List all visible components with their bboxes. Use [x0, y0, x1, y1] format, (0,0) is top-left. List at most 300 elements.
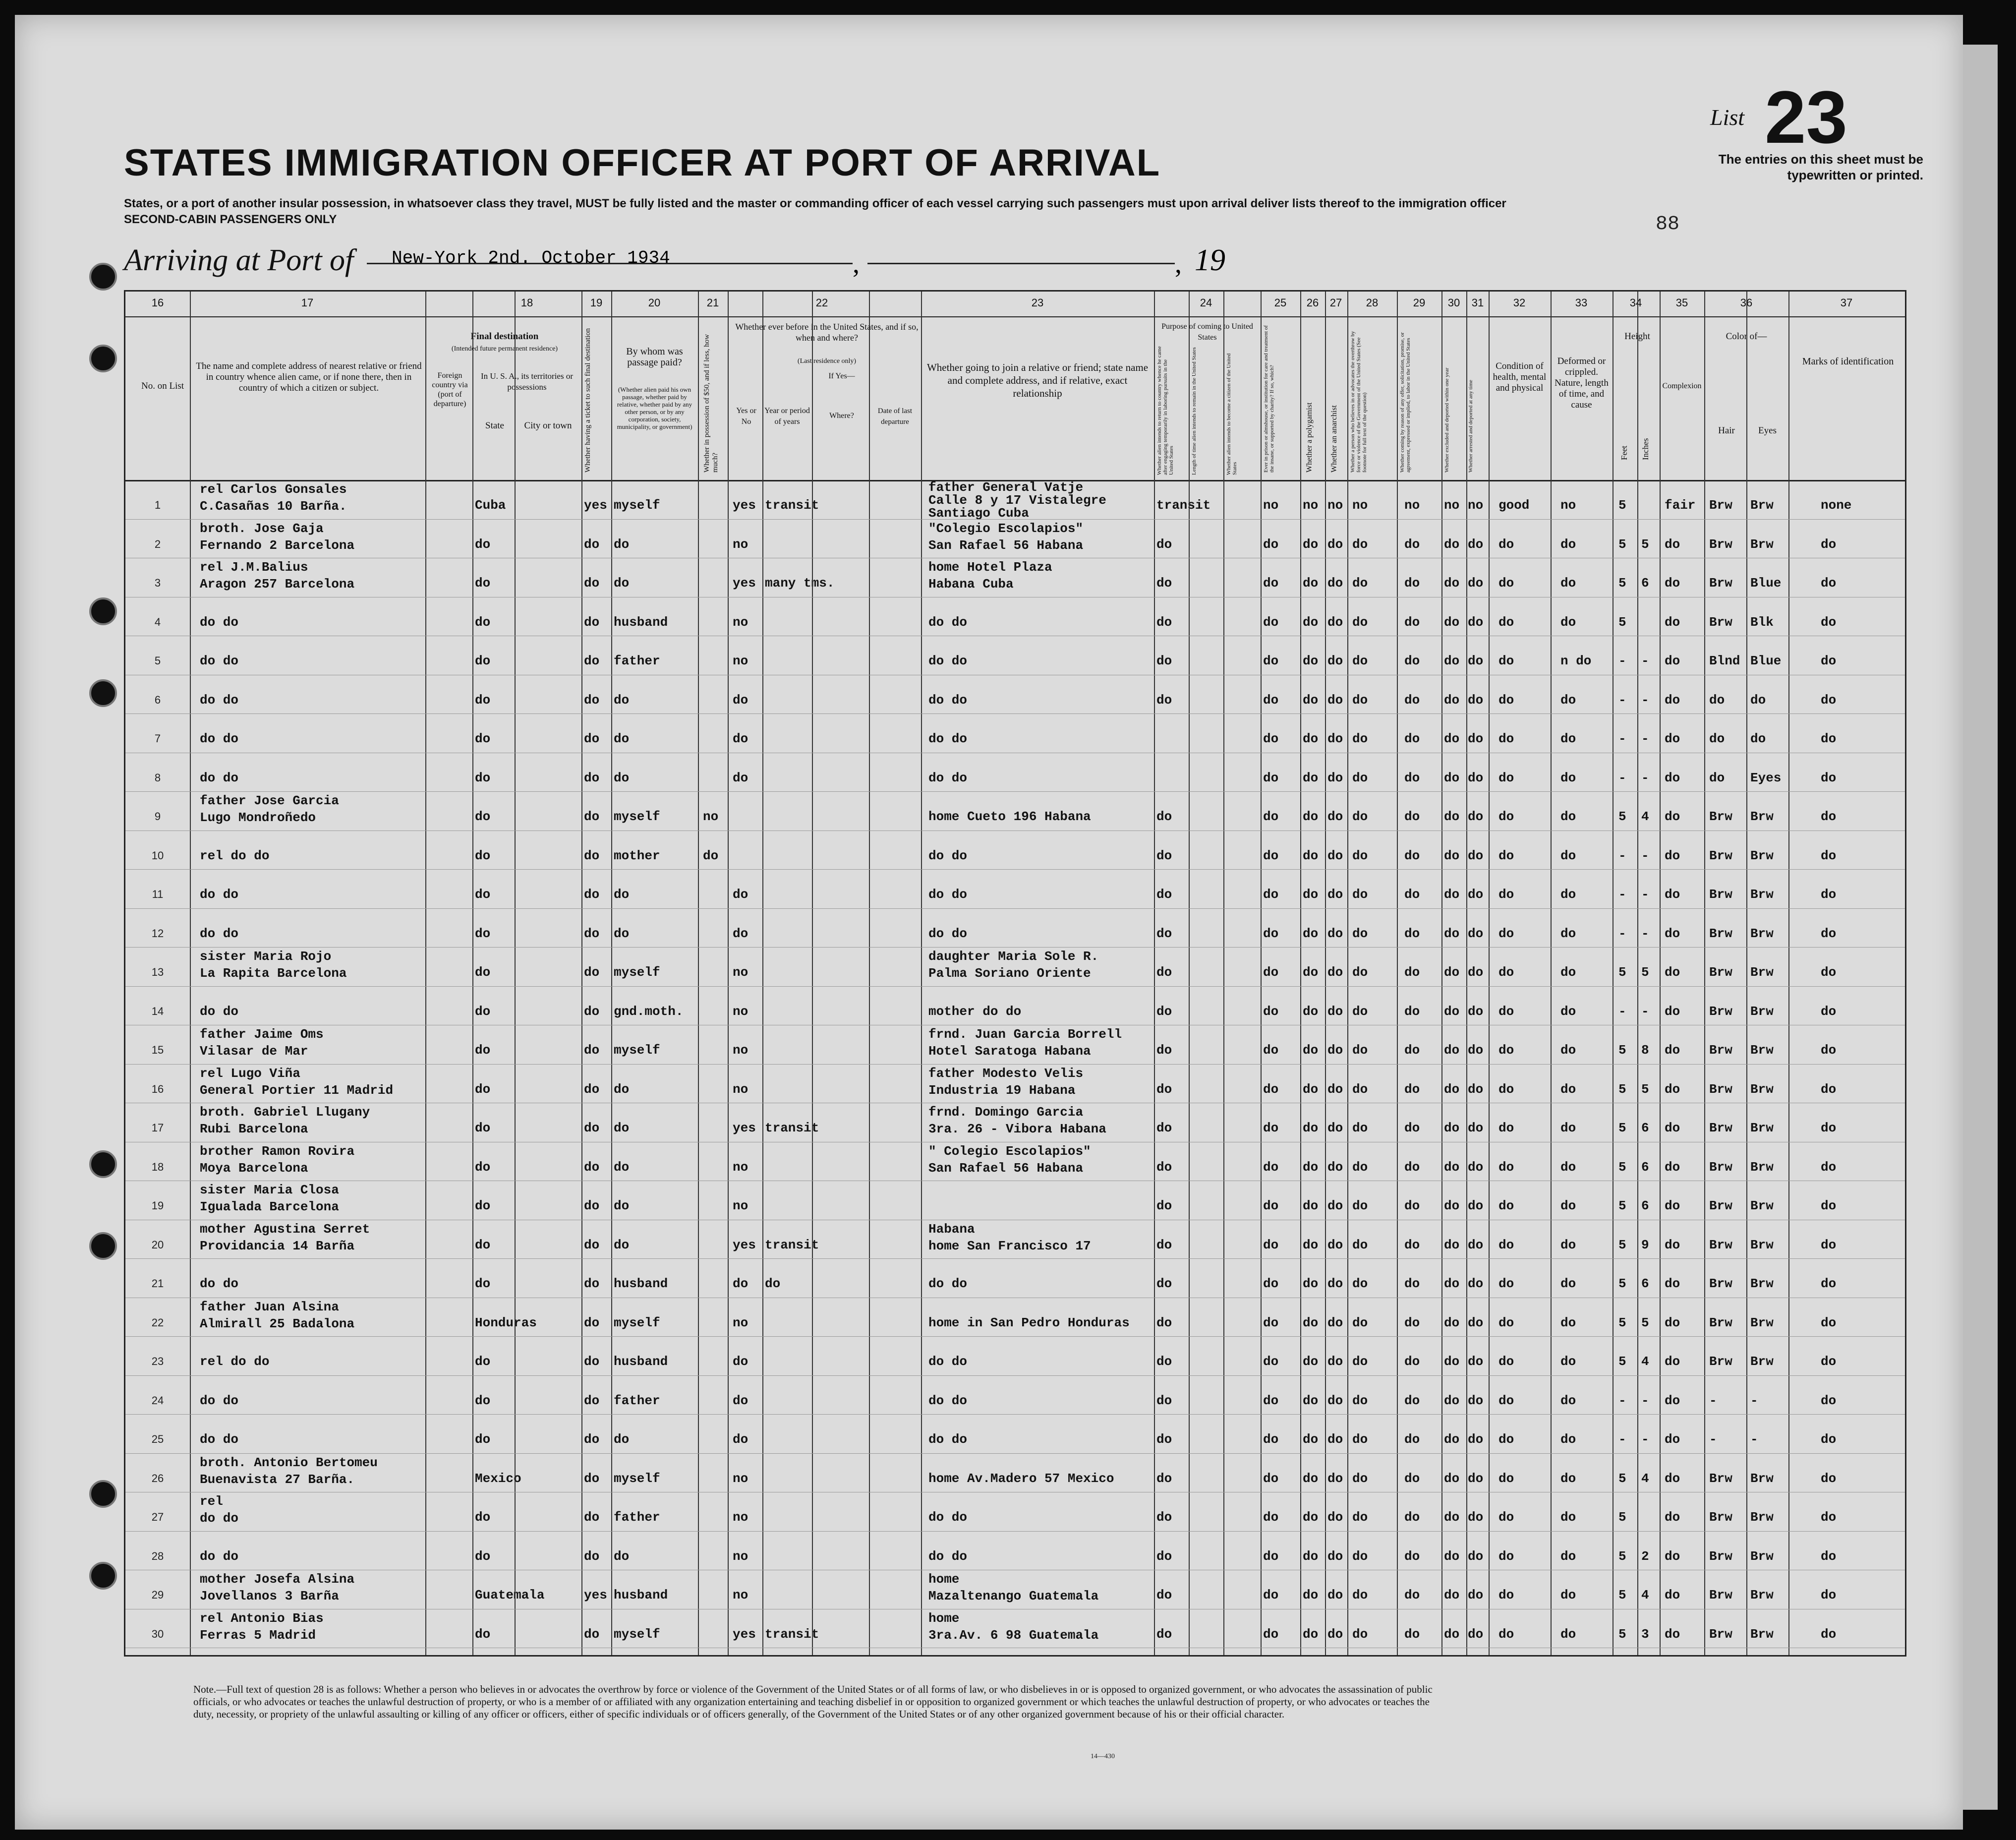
- cell-c27: do: [1327, 1043, 1343, 1058]
- cell-c27: do: [1327, 1548, 1343, 1564]
- cell-join: do do: [928, 926, 968, 941]
- row-rule: [125, 791, 1905, 792]
- cell-in: -: [1641, 770, 1649, 785]
- cell-rel: Providancia 14 Barña: [200, 1238, 355, 1253]
- cell-join: father Modesto Velis: [928, 1066, 1084, 1081]
- binder-hole: [89, 263, 117, 291]
- cell-c31: do: [1468, 1548, 1484, 1564]
- cell-yn: do: [733, 692, 749, 708]
- column-rule: [1300, 292, 1301, 1655]
- cell-p24: do: [1156, 1004, 1172, 1019]
- row-rule: [125, 869, 1905, 870]
- cell-c30: do: [1444, 1626, 1460, 1642]
- cell-rel: do do: [200, 1511, 239, 1526]
- row-rule: [125, 1414, 1905, 1415]
- cell-marks: do: [1821, 1043, 1837, 1058]
- cell-rel: broth. Gabriel Llugany: [200, 1105, 370, 1120]
- cell-paid: do: [614, 1121, 630, 1135]
- column-rule: [1637, 292, 1638, 1655]
- cell-rel: broth. Jose Gaja: [200, 521, 324, 536]
- cell-c27: do: [1327, 653, 1343, 668]
- cell-hair: do: [1709, 692, 1725, 708]
- cell-c31: do: [1468, 1081, 1484, 1097]
- cell-ft: 5: [1618, 1276, 1626, 1291]
- row-rule: [125, 986, 1905, 987]
- cell-c27: do: [1327, 1393, 1343, 1408]
- cell-state: do: [475, 1237, 491, 1252]
- cell-p24: do: [1156, 926, 1172, 941]
- cell-paid: mother: [614, 848, 660, 863]
- cell-marks: none: [1821, 498, 1852, 513]
- cell-ticket: do: [584, 887, 600, 902]
- cell-marks: do: [1821, 1237, 1837, 1252]
- row-rule: [125, 908, 1905, 909]
- cell-deformed: do: [1560, 1626, 1576, 1642]
- cell-join: do do: [928, 1276, 968, 1291]
- cell-c26: do: [1303, 926, 1319, 941]
- cell-c31: do: [1468, 653, 1484, 668]
- cell-c31: do: [1468, 1121, 1484, 1135]
- col-header-22-group: Whether ever before in the United States, and if so, when and where?: [735, 322, 919, 343]
- cell-health: do: [1498, 1354, 1514, 1369]
- cell-c31: do: [1468, 1237, 1484, 1252]
- cell-eyes: Brw: [1750, 965, 1774, 980]
- cell-ticket: do: [584, 1510, 600, 1525]
- cell-c29: do: [1404, 809, 1420, 824]
- cell-complexion: do: [1665, 1043, 1680, 1058]
- row-number: 30: [151, 1627, 164, 1640]
- cell-c29: do: [1404, 1237, 1420, 1252]
- cell-c25: do: [1263, 1626, 1279, 1642]
- cell-rel: do do: [200, 653, 239, 668]
- column-rule: [1660, 292, 1661, 1655]
- cell-state: do: [475, 1548, 491, 1564]
- cell-ticket: do: [584, 1315, 600, 1330]
- cell-c29: do: [1404, 1548, 1420, 1564]
- column-number: 23: [1031, 297, 1044, 309]
- cell-ft: 5: [1618, 1121, 1626, 1135]
- cell-p24: do: [1156, 1159, 1172, 1175]
- cell-ft: -: [1618, 770, 1626, 785]
- cell-marks: do: [1821, 1004, 1837, 1019]
- cell-eyes: Brw: [1750, 809, 1774, 824]
- cell-c30: do: [1444, 731, 1460, 746]
- column-rule: [1347, 292, 1348, 1655]
- cell-c29: do: [1404, 1588, 1420, 1603]
- cell-deformed: do: [1560, 1198, 1576, 1213]
- notice-line: SECOND-CABIN PASSENGERS ONLY: [124, 213, 337, 226]
- row-number: 27: [151, 1511, 164, 1523]
- cell-in: 5: [1641, 1315, 1649, 1330]
- cell-c31: do: [1468, 809, 1484, 824]
- col-header-35: Complexion: [1662, 382, 1702, 390]
- column-rule: [1489, 292, 1490, 1655]
- cell-c26: do: [1303, 770, 1319, 785]
- cell-health: do: [1498, 1081, 1514, 1097]
- cell-c27: do: [1327, 1354, 1343, 1369]
- cell-money: no: [703, 809, 719, 824]
- cell-c30: do: [1444, 692, 1460, 708]
- cell-rel: rel do do: [200, 848, 270, 863]
- cell-paid: husband: [614, 1354, 668, 1369]
- cell-yn: do: [733, 770, 749, 785]
- cell-complexion: do: [1665, 536, 1680, 552]
- col-header-22-date: Date of last departure: [877, 407, 913, 426]
- cell-rel: sister Maria Closa: [200, 1183, 339, 1197]
- cell-in: 6: [1641, 576, 1649, 591]
- cell-marks: do: [1821, 576, 1837, 591]
- cell-in: 6: [1641, 1121, 1649, 1135]
- cell-state: do: [475, 1626, 491, 1642]
- cell-ticket: do: [584, 1471, 600, 1486]
- cell-paid: do: [614, 576, 630, 591]
- cell-p24: do: [1156, 1393, 1172, 1408]
- cell-paid: do: [614, 1548, 630, 1564]
- cell-c31: no: [1468, 498, 1484, 513]
- cell-ft: 5: [1618, 536, 1626, 552]
- cell-ft: 5: [1618, 1237, 1626, 1252]
- cell-rel: Moya Barcelona: [200, 1160, 308, 1176]
- col-header-18-foreign: Foreign country via (port of departure): [432, 371, 468, 408]
- cell-hair: Brw: [1709, 1121, 1732, 1135]
- binder-hole: [89, 1562, 117, 1590]
- cell-c28: do: [1352, 1510, 1368, 1525]
- cell-in: 4: [1641, 1471, 1649, 1486]
- cell-eyes: Brw: [1750, 1510, 1774, 1525]
- cell-complexion: do: [1665, 1121, 1680, 1135]
- cell-ft: -: [1618, 887, 1626, 902]
- cell-hair: Brw: [1709, 1354, 1732, 1369]
- cell-c30: do: [1444, 1198, 1460, 1213]
- row-number: 13: [151, 966, 164, 978]
- cell-paid: myself: [614, 1471, 660, 1486]
- cell-c31: do: [1468, 1315, 1484, 1330]
- cell-c28: do: [1352, 770, 1368, 785]
- cell-paid: do: [614, 926, 630, 941]
- cell-state: do: [475, 770, 491, 785]
- cell-p24: do: [1156, 1121, 1172, 1135]
- cell-c30: do: [1444, 1081, 1460, 1097]
- cell-hair: Brw: [1709, 1626, 1732, 1642]
- cell-hair: Brw: [1709, 1043, 1732, 1058]
- cell-c28: do: [1352, 731, 1368, 746]
- cell-state: do: [475, 1432, 491, 1447]
- cell-c26: do: [1303, 1081, 1319, 1097]
- cell-ft: -: [1618, 1004, 1626, 1019]
- binder-hole: [89, 1480, 117, 1508]
- cell-c27: do: [1327, 1626, 1343, 1642]
- cell-c25: do: [1263, 1393, 1279, 1408]
- cell-ticket: do: [584, 965, 600, 980]
- cell-yn: no: [733, 614, 749, 630]
- cell-period: transit: [765, 1237, 819, 1252]
- cell-c25: do: [1263, 1548, 1279, 1564]
- list-label: List: [1710, 105, 1745, 130]
- column-rule: [869, 292, 870, 1655]
- cell-c25: do: [1263, 536, 1279, 552]
- cell-marks: do: [1821, 731, 1837, 746]
- cell-c25: do: [1263, 692, 1279, 708]
- cell-in: -: [1641, 1004, 1649, 1019]
- cell-c27: do: [1327, 576, 1343, 591]
- cell-in: 6: [1641, 1159, 1649, 1175]
- cell-hair: Brw: [1709, 1237, 1732, 1252]
- cell-hair: Brw: [1709, 848, 1732, 863]
- cell-p24: do: [1156, 614, 1172, 630]
- cell-c26: do: [1303, 848, 1319, 863]
- cell-join: do do: [928, 1393, 968, 1408]
- cell-yn: no: [733, 1548, 749, 1564]
- cell-period: many tms.: [765, 576, 835, 591]
- cell-rel: father Juan Alsina: [200, 1299, 339, 1314]
- col-header-30: Whether excluded and deported within one year: [1444, 367, 1450, 473]
- cell-period: transit: [765, 498, 819, 513]
- cell-c25: do: [1263, 1043, 1279, 1058]
- cell-c25: no: [1263, 498, 1279, 513]
- cell-paid: do: [614, 1159, 630, 1175]
- cell-c27: do: [1327, 692, 1343, 708]
- cell-ft: 5: [1618, 1626, 1626, 1642]
- cell-complexion: do: [1665, 1510, 1680, 1525]
- cell-state: do: [475, 576, 491, 591]
- cell-in: -: [1641, 692, 1649, 708]
- cell-c27: do: [1327, 1081, 1343, 1097]
- row-rule: [125, 1258, 1905, 1259]
- cell-yn: do: [733, 1276, 749, 1291]
- cell-ticket: do: [584, 1237, 600, 1252]
- cell-paid: do: [614, 887, 630, 902]
- cell-deformed: no: [1560, 498, 1576, 513]
- form-code: 14—430: [1091, 1753, 1115, 1760]
- cell-c31: do: [1468, 887, 1484, 902]
- cell-state: do: [475, 692, 491, 708]
- cell-health: do: [1498, 1315, 1514, 1330]
- cell-c31: do: [1468, 1354, 1484, 1369]
- cell-c29: do: [1404, 1315, 1420, 1330]
- cell-paid: do: [614, 770, 630, 785]
- cell-in: 8: [1641, 1043, 1649, 1058]
- cell-c29: do: [1404, 1004, 1420, 1019]
- cell-health: do: [1498, 576, 1514, 591]
- cell-rel: Igualada Barcelona: [200, 1199, 339, 1214]
- column-rule: [1325, 292, 1326, 1655]
- cell-c31: do: [1468, 1276, 1484, 1291]
- cell-marks: do: [1821, 536, 1837, 552]
- cell-p24: do: [1156, 1276, 1172, 1291]
- cell-c27: do: [1327, 1237, 1343, 1252]
- cell-money: do: [703, 848, 719, 863]
- cell-eyes: Blue: [1750, 653, 1782, 668]
- cell-state: do: [475, 965, 491, 980]
- cell-health: do: [1498, 1237, 1514, 1252]
- cell-hair: Brw: [1709, 926, 1732, 941]
- col-header-34-group: Height: [1624, 331, 1650, 342]
- cell-ticket: do: [584, 653, 600, 668]
- cell-complexion: do: [1665, 1315, 1680, 1330]
- cell-c29: do: [1404, 731, 1420, 746]
- column-rule: [762, 292, 763, 1655]
- cell-state: do: [475, 887, 491, 902]
- cell-ft: 5: [1618, 1198, 1626, 1213]
- cell-complexion: do: [1665, 576, 1680, 591]
- column-rule: [1788, 292, 1789, 1655]
- cell-p24: do: [1156, 1471, 1172, 1486]
- cell-c27: do: [1327, 1276, 1343, 1291]
- cell-eyes: do: [1750, 692, 1766, 708]
- col-header-22-sub: (Last residence only): [797, 357, 857, 365]
- cell-complexion: do: [1665, 770, 1680, 785]
- cell-in: -: [1641, 1432, 1649, 1447]
- cell-c28: do: [1352, 536, 1368, 552]
- column-number: 27: [1329, 297, 1342, 309]
- column-number: 22: [815, 297, 828, 309]
- column-number: 24: [1200, 297, 1212, 309]
- cell-marks: do: [1821, 1354, 1837, 1369]
- col-header-36-eyes: Eyes: [1758, 425, 1777, 436]
- cell-health: do: [1498, 1548, 1514, 1564]
- cell-in: -: [1641, 926, 1649, 941]
- cell-c29: do: [1404, 848, 1420, 863]
- col-header-18-state: State: [485, 420, 504, 431]
- cell-c30: do: [1444, 809, 1460, 824]
- cell-eyes: -: [1750, 1393, 1758, 1408]
- cell-c31: do: [1468, 731, 1484, 746]
- cell-join: frnd. Juan Garcia Borrell: [928, 1027, 1122, 1042]
- cell-c31: do: [1468, 536, 1484, 552]
- col-header-27: Whether an anarchist: [1330, 405, 1338, 473]
- cell-ticket: do: [584, 1626, 600, 1642]
- cell-rel: brother Ramon Rovira: [200, 1143, 355, 1159]
- column-rule: [1397, 292, 1398, 1655]
- cell-c29: do: [1404, 536, 1420, 552]
- column-rule: [1223, 292, 1224, 1655]
- cell-rel: rel Antonio Bias: [200, 1610, 324, 1626]
- cell-eyes: Brw: [1750, 1588, 1774, 1603]
- cell-yn: no: [733, 1315, 749, 1330]
- cell-yn: no: [733, 1471, 749, 1486]
- col-header-20-sub: (Whether alien paid his own passage, whether paid by relative, whether paid by any other person, or by any corporation, society, municipality, or government): [617, 386, 692, 430]
- cell-c26: do: [1303, 809, 1319, 824]
- cell-eyes: Blk: [1750, 614, 1774, 630]
- cell-deformed: do: [1560, 848, 1576, 863]
- binder-hole: [89, 345, 117, 372]
- cell-c30: do: [1444, 1588, 1460, 1603]
- cell-p24: do: [1156, 1432, 1172, 1447]
- cell-c27: do: [1327, 1510, 1343, 1525]
- column-rule: [581, 292, 582, 1655]
- cell-ticket: do: [584, 1043, 600, 1058]
- cell-ft: 5: [1618, 1081, 1626, 1097]
- cell-c30: do: [1444, 1043, 1460, 1058]
- cell-deformed: do: [1560, 965, 1576, 980]
- cell-eyes: Brw: [1750, 1198, 1774, 1213]
- row-rule: [125, 1531, 1905, 1532]
- column-number: 18: [520, 297, 533, 309]
- cell-c29: do: [1404, 692, 1420, 708]
- cell-c30: do: [1444, 887, 1460, 902]
- cell-marks: do: [1821, 1393, 1837, 1408]
- cell-c25: do: [1263, 1315, 1279, 1330]
- column-rule: [1746, 292, 1747, 1655]
- cell-deformed: do: [1560, 1354, 1576, 1369]
- cell-c26: no: [1303, 498, 1319, 513]
- cell-ft: 5: [1618, 1315, 1626, 1330]
- cell-rel: C.Casañas 10 Barña.: [200, 499, 347, 514]
- cell-c31: do: [1468, 1043, 1484, 1058]
- cell-deformed: do: [1560, 809, 1576, 824]
- cell-hair: Brw: [1709, 1315, 1732, 1330]
- cell-c29: do: [1404, 1043, 1420, 1058]
- column-number: 19: [590, 297, 603, 309]
- cell-join: Habana Cuba: [928, 577, 1014, 592]
- row-number: 15: [151, 1044, 164, 1056]
- cell-ft: 5: [1618, 498, 1626, 513]
- cell-deformed: do: [1560, 1159, 1576, 1175]
- cell-deformed: do: [1560, 1237, 1576, 1252]
- cell-complexion: do: [1665, 614, 1680, 630]
- cell-paid: myself: [614, 809, 660, 824]
- col-header-17: The name and complete address of nearest relative or friend in country whence alien came, or if none there, then in country of which a citizen or subject.: [196, 361, 422, 393]
- cell-health: good: [1498, 498, 1530, 513]
- column-rule: [515, 292, 516, 1655]
- cell-marks: do: [1821, 1081, 1837, 1097]
- cell-rel: do do: [200, 887, 239, 902]
- cell-health: do: [1498, 1004, 1514, 1019]
- cell-join: 3ra. 26 - Vibora Habana: [928, 1122, 1106, 1136]
- cell-period: transit: [765, 1121, 819, 1135]
- cell-rel: do do: [200, 1548, 239, 1564]
- column-number: 32: [1513, 297, 1526, 309]
- col-header-34-feet: Feet: [1619, 445, 1629, 460]
- cell-c28: do: [1352, 1471, 1368, 1486]
- cell-marks: do: [1821, 614, 1837, 630]
- cell-hair: -: [1709, 1393, 1717, 1408]
- cell-ticket: do: [584, 926, 600, 941]
- cell-ft: -: [1618, 1432, 1626, 1447]
- row-rule: [125, 713, 1905, 714]
- col-header-33: Deformed or crippled. Nature, length of time, and cause: [1555, 356, 1609, 410]
- column-rule: [728, 292, 729, 1655]
- column-rule: [812, 292, 813, 1655]
- cell-c30: do: [1444, 1471, 1460, 1486]
- cell-yn: yes: [733, 1237, 756, 1252]
- cell-c25: do: [1263, 1588, 1279, 1603]
- col-header-18-city: City or town: [524, 420, 572, 431]
- cell-c31: do: [1468, 1471, 1484, 1486]
- cell-c26: do: [1303, 1626, 1319, 1642]
- cell-ft: -: [1618, 1393, 1626, 1408]
- cell-c25: do: [1263, 1004, 1279, 1019]
- sheet-number: 88: [1656, 213, 1680, 236]
- cell-c29: do: [1404, 1198, 1420, 1213]
- cell-health: do: [1498, 887, 1514, 902]
- cell-in: 3: [1641, 1626, 1649, 1642]
- cell-p24: do: [1156, 576, 1172, 591]
- column-rule: [1704, 292, 1705, 1655]
- cell-complexion: fair: [1665, 498, 1696, 513]
- row-number: 5: [154, 654, 161, 667]
- cell-yn: do: [733, 1432, 749, 1447]
- column-rule: [190, 292, 191, 1655]
- cell-ft: 5: [1618, 1159, 1626, 1175]
- cell-paid: do: [614, 731, 630, 746]
- cell-hair: Brw: [1709, 1471, 1732, 1486]
- cell-c28: do: [1352, 1626, 1368, 1642]
- cell-paid: myself: [614, 498, 660, 513]
- row-number: 3: [154, 577, 161, 589]
- cell-ticket: do: [584, 1393, 600, 1408]
- cell-c25: do: [1263, 887, 1279, 902]
